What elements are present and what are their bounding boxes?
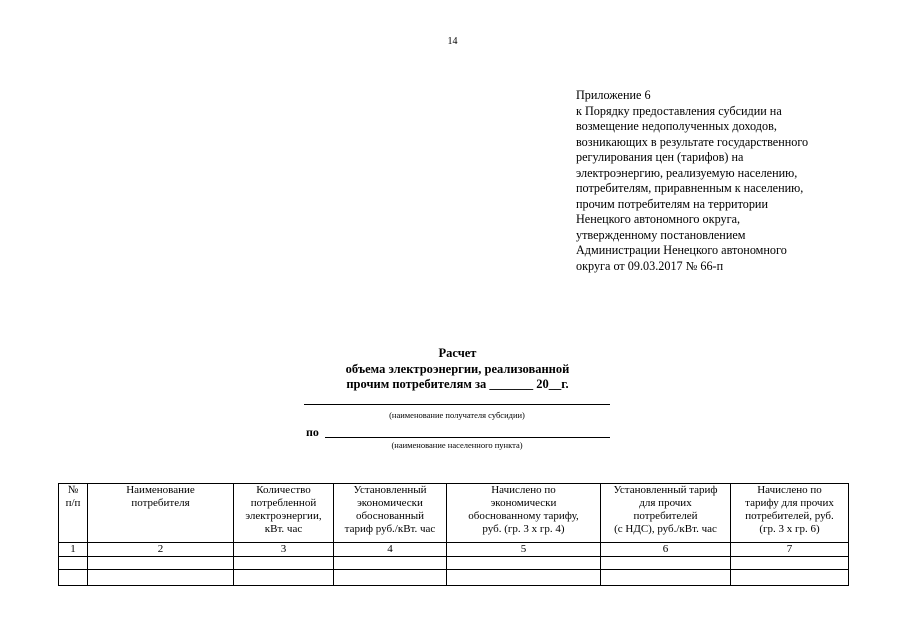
empty-cell [731, 557, 849, 570]
empty-cell [59, 570, 88, 586]
calculation-table [58, 483, 849, 586]
appendix-line: к Порядку предоставления субсидии на [576, 103, 782, 118]
appendix-line: Ненецкого автономного округа, [576, 212, 741, 226]
column-number-cell: 5 [447, 543, 601, 557]
appendix-line: возникающих в результате государственного [576, 134, 809, 149]
empty-cell [88, 557, 234, 570]
table-row [59, 557, 849, 570]
empty-cell [601, 570, 731, 586]
title-line-1: Расчет [438, 346, 477, 360]
appendix-line: прочим потребителям на территории [576, 196, 768, 211]
header-cell: № п/п [59, 484, 88, 543]
appendix-line: Приложение 6 [576, 88, 651, 102]
header-cell: Установленный экономически обоснованный тариф руб./кВт. час [334, 484, 447, 543]
recipient-caption: (наименование получателя субсидии) [389, 410, 525, 420]
column-number-cell: 3 [234, 543, 334, 557]
column-number-cell: 6 [601, 543, 731, 557]
empty-cell [334, 557, 447, 570]
recipient-fill-line [304, 404, 610, 405]
settlement-fill-line [325, 437, 610, 438]
appendix-line: потребителям, приравненным к населению, [576, 181, 804, 195]
empty-cell [234, 570, 334, 586]
appendix-line: электроэнергию, реализуемую населению, [576, 165, 798, 180]
title-line-2: объема электроэнергии, реализованной [345, 361, 570, 376]
empty-cell [731, 570, 849, 586]
appendix-line: возмещение недополученных доходов, [576, 119, 777, 133]
appendix-line: округа от 09.03.2017 № 66-п [576, 258, 724, 273]
settlement-prefix: по [306, 425, 319, 439]
appendix-block [576, 88, 876, 274]
column-number-cell: 7 [731, 543, 849, 557]
empty-cell [234, 557, 334, 570]
empty-cell [59, 557, 88, 570]
appendix-line: Администрации Ненецкого автономного [576, 243, 787, 257]
column-number-cell: 1 [59, 543, 88, 557]
empty-cell [447, 570, 601, 586]
column-number-cell: 2 [88, 543, 234, 557]
empty-cell [88, 570, 234, 586]
page-number: 14 [447, 36, 458, 47]
empty-cell [447, 557, 601, 570]
header-cell: Начислено по экономически обоснованному тарифу, руб. (гр. 3 х гр. 4) [447, 484, 601, 543]
header-cell: Количество потребленной электроэнергии, кВт. час [234, 484, 334, 543]
table-row [59, 570, 849, 586]
header-cell: Наименование потребителя [88, 484, 234, 543]
empty-cell [334, 570, 447, 586]
appendix-line: регулирования цен (тарифов) на [576, 150, 744, 164]
column-number-row [59, 543, 849, 557]
column-number-cell: 4 [334, 543, 447, 557]
table-header-row [59, 484, 849, 543]
empty-cell [601, 557, 731, 570]
header-cell: Начислено по тарифу для прочих потребителей, руб. (гр. 3 х гр. 6) [731, 484, 849, 543]
appendix-line: утвержденному постановлением [576, 227, 746, 242]
document-title [250, 346, 665, 393]
title-line-3: прочим потребителям за _______ 20__г. [346, 377, 569, 391]
header-cell: Установленный тариф для прочих потребителей (с НДС), руб./кВт. час [601, 484, 731, 543]
settlement-caption: (наименование населенного пункта) [391, 440, 523, 450]
